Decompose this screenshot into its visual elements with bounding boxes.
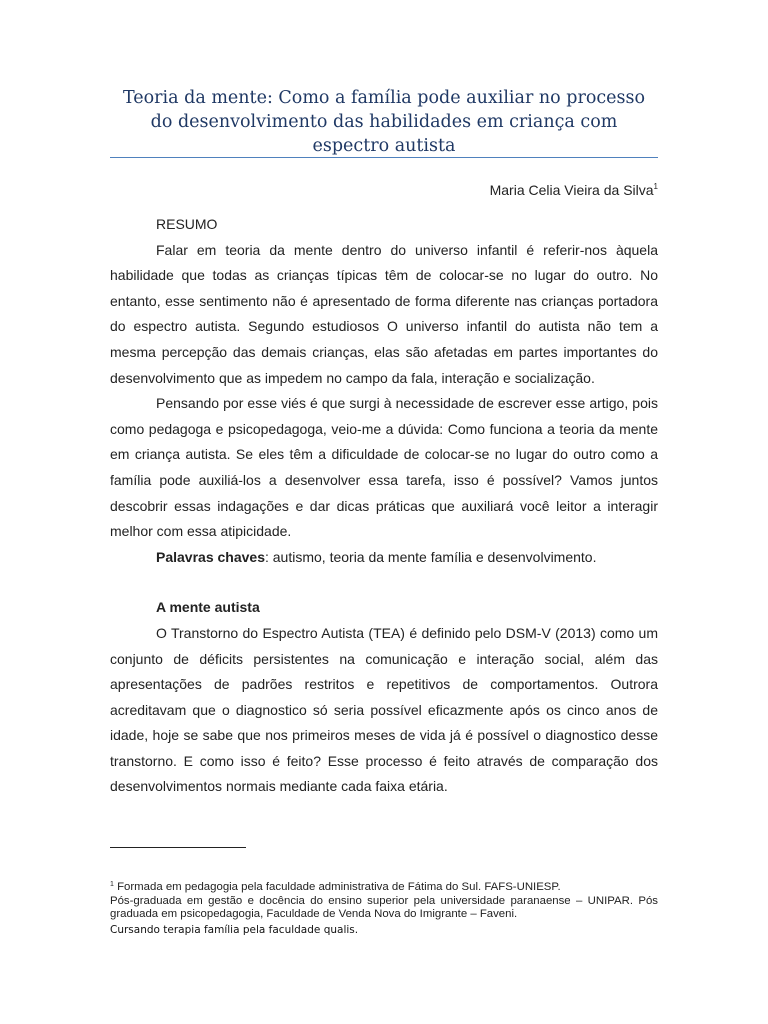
- section-heading: A mente autista: [156, 599, 260, 616]
- resumo-paragraph-2: Pensando por esse viés é que surgi à necessidade de escrever esse artigo, pois como pedagoga e psicopedagoga, veio-me a dúvida: Como funciona a teoria da mente em criança autista. Se eles têm a dificuldade de colocar-se no lugar do outro como a família pode auxiliá-los a desenvolver essa tarefa, isso é possível? Vamos juntos descobrir essas indagações e dar dicas práticas que auxiliará você leitor a interagir melhor com essa atipicidade.: [110, 395, 658, 540]
- footnote-line-3: Cursando terapia família pela faculdade qualis.: [110, 923, 359, 936]
- document-title: Teoria da mente: Como a família pode auxiliar no processo do desenvolvimento das habilidades em criança com espectro autista: [122, 88, 646, 156]
- title-underline: [110, 157, 658, 158]
- author-name: Maria Celia Vieira da Silva: [489, 182, 654, 198]
- spacer: [110, 570, 658, 595]
- resumo-heading: RESUMO: [156, 216, 218, 232]
- keywords-line: [110, 545, 658, 571]
- footnote-line-1: Formada em pedagogia pela faculdade administrativa de Fátima do Sul. FAFS-UNIESP.: [113, 881, 561, 893]
- section-paragraph: O Transtorno do Espectro Autista (TEA) é definido pelo DSM-V (2013) como um conjunto de déficits persistentes na comunicação e interação social, além das apresentações de padrões restritos e repetitivos de comportamentos. Outrora acreditavam que o diagnostico só seria possível eficazmente após os cinco anos de idade, hoje se sabe que nos primeiros meses de vida já é possível o diagnostico desse transtorno. E como isso é feito? Esse processo é feito através de comparação dos desenvolvimentos normais mediante cada faixa etária.: [110, 624, 658, 795]
- author-line: [490, 178, 658, 199]
- author-footnote-mark: 1: [653, 182, 658, 191]
- footnote-separator: [110, 847, 246, 848]
- keywords-label: Palavras chaves: [156, 548, 265, 565]
- keywords-text: : autismo, teoria da mente família e desenvolvimento.: [264, 548, 597, 565]
- resumo-paragraph-1: Falar em teoria da mente dentro do universo infantil é referir-nos àquela habilidade que todas as crianças típicas têm de colocar-se no lugar do outro. No entanto, esse sentimento não é apresentado de forma diferente nas crianças portadora do espectro autista. Segundo estudiosos O universo infantil do autista não tem a mesma percepção das demais crianças, elas são afetadas em partes importantes do desenvolvimento que as impedem no campo da fala, interação e socialização.: [110, 241, 658, 386]
- document-body: [110, 212, 658, 800]
- footnote-mark: 1: [110, 881, 114, 888]
- footnote-1: [110, 878, 658, 895]
- footnote-line-2: Pós-graduada em gestão e docência do ensino superior pela universidade paranaense – UNIPAR. Pós graduada em psicopedagogia, Faculdade de Venda Nova do Imigrante – Faveni.: [110, 894, 658, 921]
- footnotes: [110, 878, 658, 937]
